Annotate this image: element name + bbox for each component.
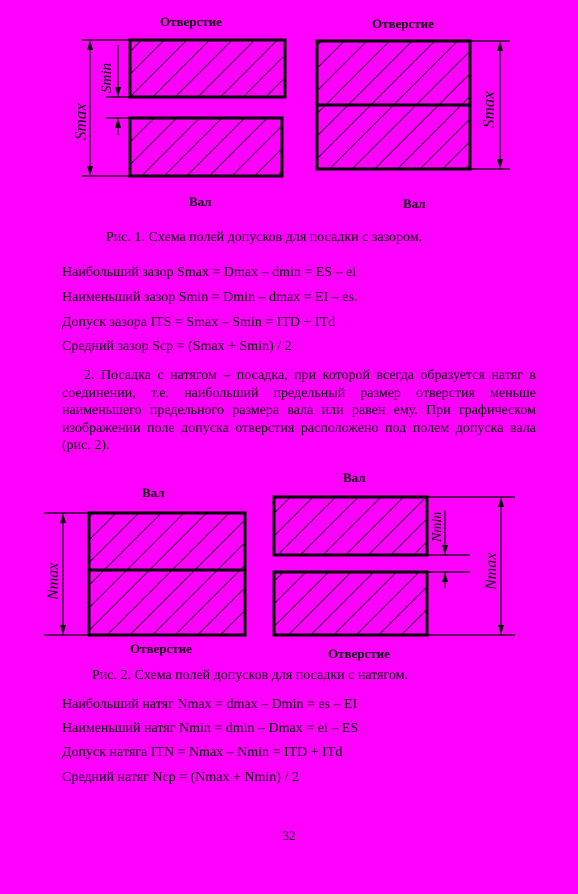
formula-min-interference: Наименьший натяг Nmin = dmin – Dmax = ei – ES [62, 721, 359, 736]
fig2-left-hole-field [89, 570, 245, 635]
figure-2-caption: Рис. 2. Схема полей допусков для посадки с натягом. [92, 668, 409, 683]
fig1-right-hole-field [317, 41, 470, 105]
fig2-right-shaft-field [274, 497, 427, 555]
fig1-right-shaft-field [317, 105, 470, 169]
formula-max-interference: Наибольший натяг Nmax = dmax – Dmin = es – EI [62, 697, 358, 712]
fig2-hole-label-right: Отверстие [328, 646, 390, 661]
fig1-smax-left-label: Smax [71, 103, 90, 140]
formula-min-clearance: Наименьший зазор Smin = Dmin – dmax = EI – es. [62, 290, 358, 305]
fig1-left-hole-field [130, 40, 285, 97]
fig1-hole-label-right: Отверстие [372, 16, 434, 31]
fig1-shaft-label-right: Вал [403, 196, 426, 211]
fig2-nmax-left-label: Nmax [45, 562, 62, 600]
fig2-shaft-label-right: Вал [343, 470, 366, 485]
fig2-left-shaft-field [89, 513, 245, 570]
fig1-smax-right-label: Smax [479, 91, 498, 128]
figure-1-diagram [0, 0, 578, 230]
fig1-smin-left-label: Smin [99, 63, 115, 93]
formula-mean-interference: Средний натяг Nср = (Nmax + Nmin) / 2 [62, 770, 299, 785]
figure-1-caption: Рис. 1. Схема полей допусков для посадки с зазором. [106, 230, 423, 245]
fig2-nmin-right-label: Nmin [430, 511, 445, 542]
formula-interference-tolerance: Допуск натяга ITN = Nmax – Nmin = ITD + ITd [62, 745, 343, 760]
fig2-nmax-right-label: Nmax [483, 552, 500, 590]
fig2-right-hole-field [274, 572, 427, 635]
figure-2-diagram [0, 470, 578, 670]
page-number: 32 [282, 828, 296, 843]
fig2-shaft-label-left: Вал [142, 485, 165, 500]
fig2-hole-label-left: Отверстие [130, 641, 192, 656]
fig1-shaft-label-left: Вал [189, 194, 212, 209]
fig1-hole-label-left: Отверстие [160, 14, 222, 29]
formula-mean-clearance: Средний зазор Sср = (Smax + Smin) / 2 [62, 339, 292, 354]
formula-clearance-tolerance: Допуск зазора ITS = Smax – Smin = ITD + ITd [62, 315, 336, 330]
fig1-left-shaft-field [130, 118, 282, 176]
interference-fit-paragraph: 2. Посадка с натягом – посадка, при которой всегда образуется натяг в соединении, т.е. наибольший предельный размер отверстия меньше наименьшего предельного размера вала или равен ему. При графическом изображении поле допуска отверстия расположено под полем допуска вала (рис. 2). [62, 368, 536, 453]
formula-max-clearance: Наибольший зазор Smax = Dmax – dmin = ES – ei [62, 265, 357, 280]
